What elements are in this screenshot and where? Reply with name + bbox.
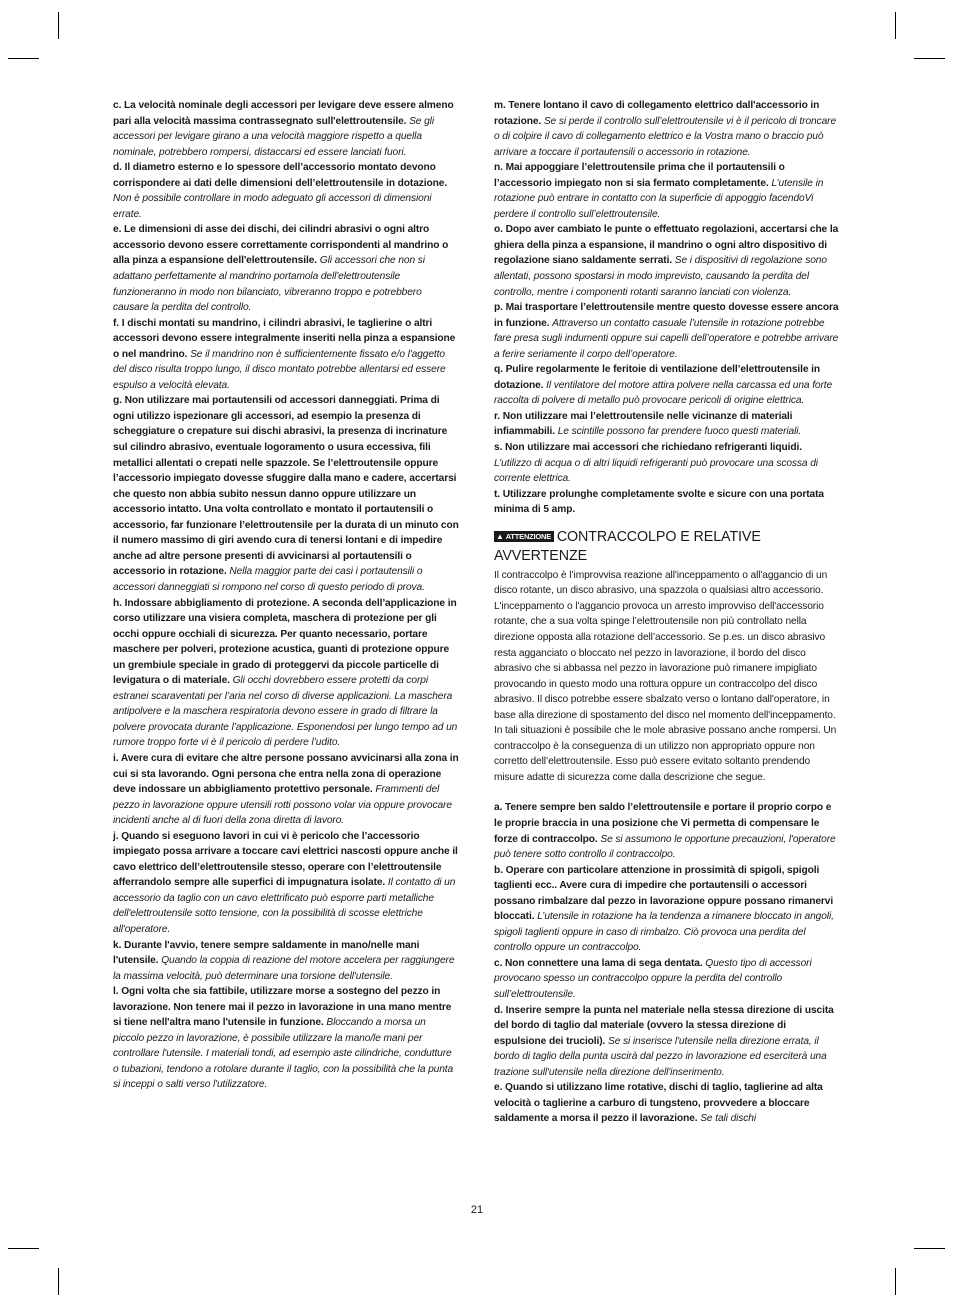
instruction-paragraph [113, 751, 459, 829]
section-intro-text: Il contraccolpo è l’improvvisa reazione all'inceppamento o all'aggancio di un disco rotante, un disco abrasivo, una spazzola o qualsiasi altro accessorio. L'inceppamento o l'aggancio provoca un arresto improvviso dell'accessorio rotante, che a sua volta spinge l’elettroutensile non più controllato nella direzione opposta alla rotazione dell’accessorio. Se p.es. un disco abrasivo resta agganciato o bloccato nel pezzo in lavorazione, il bordo del disco abrasivo che si abbassa nel pezzo in lavorazione può rimanere impigliato provocando in questo modo una rottura oppure un contraccolpo del disco abrasivo. Il disco potrebbe essere sbalzato verso o lontano dall'operatore, in base alla direzione di spostamento del disco nel momento dell'inceppamento. In tali situazioni è possibile che le mole abrasive possano anche rompersi. Un contraccolpo è la conseguenza di un utilizzo non appropriato oppure non corretto dell’elettroutensile. Esso può essere evitato soltanto prendendo misure adatte di sicurezza come dalla descrizione che segue. [494, 569, 837, 783]
instruction-paragraph [113, 222, 459, 315]
instruction-italic: Il contatto di un accessorio da taglio con un cavo elettrificato può esporre parti metalliche dell'elettroutensile sotto tensione, con la possibilità di scosse elettriche all'operatore. [113, 877, 456, 935]
instruction-bold: a. Tenere sempre ben saldo l’elettroutensile e portare il proprio corpo e le proprie braccia in una posizione che Vi permetta di compensare le forze di contraccolpo. [494, 802, 832, 845]
crop-mark [58, 12, 59, 39]
right-column-bottom [494, 800, 840, 1126]
instruction-bold: c. La velocità nominale degli accessori per levigare deve essere almeno pari alla velocità massima contrassegnato sull'elettroutensile. [113, 100, 454, 127]
instruction-italic: Se tali dischi [700, 1113, 757, 1125]
crop-mark [895, 12, 896, 39]
section-heading: CONTRACCOLPO E RELATIVE AVVERTENZE [494, 528, 761, 564]
instruction-italic: Se gli accessori per levigare girano a una velocità maggiore rispetto a quella nominale, potrebbero rompersi, distaccarsi ed essere lanciati fuori. [113, 115, 434, 158]
instruction-paragraph [494, 863, 840, 956]
instruction-paragraph [113, 938, 459, 985]
instruction-italic: Frammenti del pezzo in lavorazione oppure utensili rotti possono volar via oppure provocare incidenti anche al di fuori della zona diretta di lavoro. [113, 784, 452, 827]
instruction-bold: r. Non utilizzare mai l’elettroutensile nelle vicinanze di materiali infiammabili. [494, 410, 793, 438]
instruction-bold: e. Quando si utilizzano lime rotative, dischi di taglio, taglierine ad alta velocità o taglierine a carburo di tungsteno, provvedere a bloccare saldamente a morsa il pezzo il lavorazione. [494, 1082, 823, 1125]
warning-badge-label: ATTENZIONE [505, 531, 552, 541]
instruction-italic: Se si inserisce l'utensile nella direzione errata, il bordo di taglio della punta uscirà dal pezzo in lavorazione ed eserciterà una trazione sull'utensile nella direzione dell'inserimento. [494, 1035, 827, 1078]
instruction-paragraph [494, 222, 840, 300]
instruction-italic: Se il mandrino non è sufficientemente fissato e/o l'aggetto del disco risulta troppo lungo, il disco montato potrebbe allentarsi ed essere espulso a velocità elevata. [113, 348, 446, 391]
instruction-bold: h. Indossare abbigliamento di protezione. A seconda dell’applicazione in corso utilizzare una visiera completa, maschera di protezione per gli occhi oppure occhiali di sicurezza. Per quanto necessario, portare maschere per polveri, protezione acustica, guanti di protezione oppure un grembiule speciale in grado di proteggervi da piccole particelle di levigatura o di materiale. [113, 597, 457, 687]
instruction-italic: Non è possibile controllare in modo adeguato gli accessori di dimensioni errate. [113, 193, 432, 220]
page-number: 21 [470, 1204, 484, 1216]
instruction-bold: b. Operare con particolare attenzione in prossimità di spigoli, spigoli taglienti ecc.. Avere cura di impedire che portautensili o accessori possano rimbalzare dal pezzo in lavorazione oppure possano rimanervi bloccati. [494, 864, 834, 923]
instruction-italic: Nella maggior parte dei casi i portautensili o accessori danneggiati si rompono nel corso di questo periodo di prova. [113, 566, 425, 593]
instruction-paragraph [494, 98, 840, 160]
instruction-italic: L’utensile in rotazione può entrare in contatto con la superficie di appoggio facendoVi perdere il controllo sull’elettroutensile. [494, 177, 824, 220]
warning-triangle-icon: ▲ [496, 531, 504, 541]
crop-mark [914, 1248, 945, 1249]
crop-mark [8, 58, 39, 59]
instruction-bold: d. Il diametro esterno e lo spessore dell’accessorio montato devono corrispondere ai dati delle dimensioni dell’elettroutensile in dotazione. [113, 162, 448, 189]
instruction-bold: p. Mai trasportare l’elettroutensile mentre questo dovesse essere ancora in funzione. [494, 302, 839, 329]
instruction-paragraph [113, 98, 459, 160]
instruction-bold: t. Utilizzare prolunghe completamente svolte e sicure con una portata minima di 5 amp. [494, 488, 824, 516]
crop-mark [58, 1268, 59, 1295]
instruction-bold: k. Durante l'avvio, tenere sempre saldamente in mano/nelle mani l'utensile. [113, 939, 420, 967]
instruction-italic: Se si perde il controllo sull’elettroutensile vi è il pericolo di troncare o di colpire il cavo di collegamento elettrico e la Vostra mano o braccio può arrivare a toccare il portautensili o accessorio in rotazione. [494, 115, 837, 158]
instruction-paragraph [494, 1080, 840, 1127]
instruction-italic: Se si assumono le opportune precauzioni, l'operatore può tenere sotto controllo il contraccolpo. [494, 833, 836, 861]
instruction-bold: d. Inserire sempre la punta nel materiale nella stessa direzione di uscita del bordo di taglio dal materiale (ovvero la stessa direzione di espulsione dei trucioli). [494, 1004, 834, 1047]
instruction-italic: Questo tipo di accessori provocano spesso un contraccolpo oppure la perdita del controllo sull’elettroutensile. [494, 957, 812, 1000]
instruction-bold: s. Non utilizzare mai accessori che richiedano refrigeranti liquidi. [494, 442, 802, 454]
instruction-paragraph [113, 160, 459, 222]
instruction-paragraph [494, 1003, 840, 1081]
instruction-paragraph [494, 440, 840, 487]
instruction-bold: o. Dopo aver cambiato le punte o effettuato regolazioni, accertarsi che la ghiera della pinza a espansione, il mandrino o ogni altro dispositivo di regolazione siano saldamente serrati. [494, 224, 839, 267]
instruction-paragraph [494, 300, 840, 362]
instruction-italic: Gli accessori che non si adattano perfettamente al mandrino portamola dell'elettroutensile funzioneranno in modo non bilanciato, vibreranno troppo e potrebbero causare la perdita del controllo. [113, 255, 425, 314]
left-column [113, 98, 459, 1093]
instruction-bold: n. Mai appoggiare l’elettroutensile prima che il portautensili o l’accessorio impiegato non si sia fermato completamente. [494, 162, 785, 189]
section-intro [494, 568, 840, 786]
instruction-paragraph [494, 362, 840, 409]
instruction-paragraph [494, 409, 840, 440]
right-column-top [494, 98, 840, 518]
instruction-italic: Attraverso un contatto casuale l’utensile in rotazione potrebbe fare presa sugli indumenti oppure sui capelli dell’operatore e potrebbe arrivare a ferire seriamente il corpo dell’operatore. [494, 317, 839, 360]
instruction-paragraph [113, 984, 459, 1093]
instruction-italic: Bloccando a morsa un piccolo pezzo in lavorazione, è possibile utilizzare la mano/le mani per controllare l'utensile. I materiali tondi, ad esempio aste cilindriche, condutture o tubazioni, tendono a rotolare durante il taglio, con la possibilità che la punta si inceppi o salti verso l'utilizzatore. [113, 1017, 454, 1091]
instruction-bold: f. I dischi montati su mandrino, i cilindri abrasivi, le taglierine o altri accessori devono essere integralmente inseriti nella pinza a espansione o nel mandrino. [113, 317, 456, 360]
instruction-paragraph [113, 316, 459, 394]
crop-mark [895, 1268, 896, 1295]
instruction-italic: Gli occhi dovrebbero essere protetti da corpi estranei scaraventati per l’aria nel corso di diverse applicazioni. La maschera antipolvere e la maschera respiratoria devono essere in grado di filtrare la polvere provocata durante l’applicazione. Esponendosi per lungo tempo ad un rumore troppo forte vi è il pericolo di perdere l’udito. [113, 675, 458, 749]
instruction-bold: m. Tenere lontano il cavo di collegamento elettrico dall'accessorio in rotazione. [494, 100, 820, 127]
instruction-bold: l. Ogni volta che sia fattibile, utilizzare morse a sostegno del pezzo in lavorazione. Non tenere mai il pezzo in lavorazione in una mano mentre si tiene nell'altra mano l'utensile in funzione. [113, 986, 452, 1029]
right-column [494, 98, 840, 1127]
instruction-italic: Quando la coppia di reazione del motore accelera per raggiungere la massima velocità, può determinare una torsione dell'utensile. [113, 955, 455, 982]
instruction-bold: i. Avere cura di evitare che altre persone possano avvicinarsi alla zona in cui si sta lavorando. Ogni persona che entra nella zona di operazione deve indossare un abbigliamento protettivo personale. [113, 752, 459, 796]
instruction-paragraph [494, 800, 840, 862]
instruction-italic: Se i dispositivi di regolazione sono allentati, possono spostarsi in modo imprevisto, causando la perdita del controllo, mentre i componenti rotanti saranno lanciati con violenza. [494, 255, 827, 298]
instruction-paragraph [113, 596, 459, 751]
instruction-paragraph [113, 393, 459, 595]
instruction-bold: e. Le dimensioni di asse dei dischi, dei cilindri abrasivi o ogni altro accessorio devono essere correttamente corrispondenti al mandrino o alla pinza a espansione dell'elettroutensile. [113, 224, 449, 267]
instruction-paragraph [113, 829, 459, 938]
warning-badge [494, 531, 554, 542]
crop-mark [914, 58, 945, 59]
instruction-paragraph [494, 487, 840, 518]
instruction-paragraph [494, 160, 840, 222]
instruction-bold: c. Non connettere una lama di sega dentata. [494, 957, 703, 969]
crop-mark [8, 1248, 39, 1249]
instruction-italic: Il ventilatore del motore attira polvere nella carcassa ed una forte raccolta di polvere di metallo può provocare pericoli di origine elettrica. [494, 379, 833, 407]
instruction-italic: Le scintille possono far prendere fuoco questi materiali. [557, 426, 802, 438]
instruction-bold: q. Pulire regolarmente le feritoie di ventilazione dell’elettroutensile in dotazione. [494, 364, 821, 391]
instruction-bold: j. Quando si eseguono lavori in cui vi è pericolo che l’accessorio impiegato possa arrivare a toccare cavi elettrici nascosti oppure anche il cavo elettrico dell’elettroutensile stesso, operare con l’elettroutensile afferrandolo sempre alle superfici di impugnatura isolate. [113, 830, 458, 889]
section-heading-block [494, 528, 840, 566]
instruction-paragraph [494, 956, 840, 1003]
instruction-italic: L’utensile in rotazione ha la tendenza a rimanere bloccato in angoli, spigoli taglienti oppure in caso di rimbalzo. Ciò provoca una perdita del controllo oppure un contraccolpo. [494, 911, 834, 954]
instruction-bold: g. Non utilizzare mai portautensili od accessori danneggiati. Prima di ogni utilizzo ispezionare gli accessori, ad esempio la presenza di scheggiature o crepature sui dischi abrasivi, la presenza di incrinature sul cilindro abrasivo, eventuale logoramento o usura eccessiva, fili metallici allentati o crepati nelle spazzole. Se l’elettroutensile oppure l’accessorio impiegato dovesse sfuggire dalla mano e cadere, accertarsi che questo non abbia subito nessun danno oppure utilizzare un accessorio intatto. Una volta controllato e montato il portautensili o accessorio, far funzionare l’elettroutensile per la durata di un minuto con il numero massimo di giri avendo cura di tenersi lontani e di impedire anche ad altre persone presenti di avvicinarsi al portautensili o accessorio in rotazione. [113, 395, 459, 578]
instruction-italic: L’utilizzo di acqua o di altri liquidi refrigeranti può provocare una scossa di corrente elettrica. [494, 457, 818, 485]
